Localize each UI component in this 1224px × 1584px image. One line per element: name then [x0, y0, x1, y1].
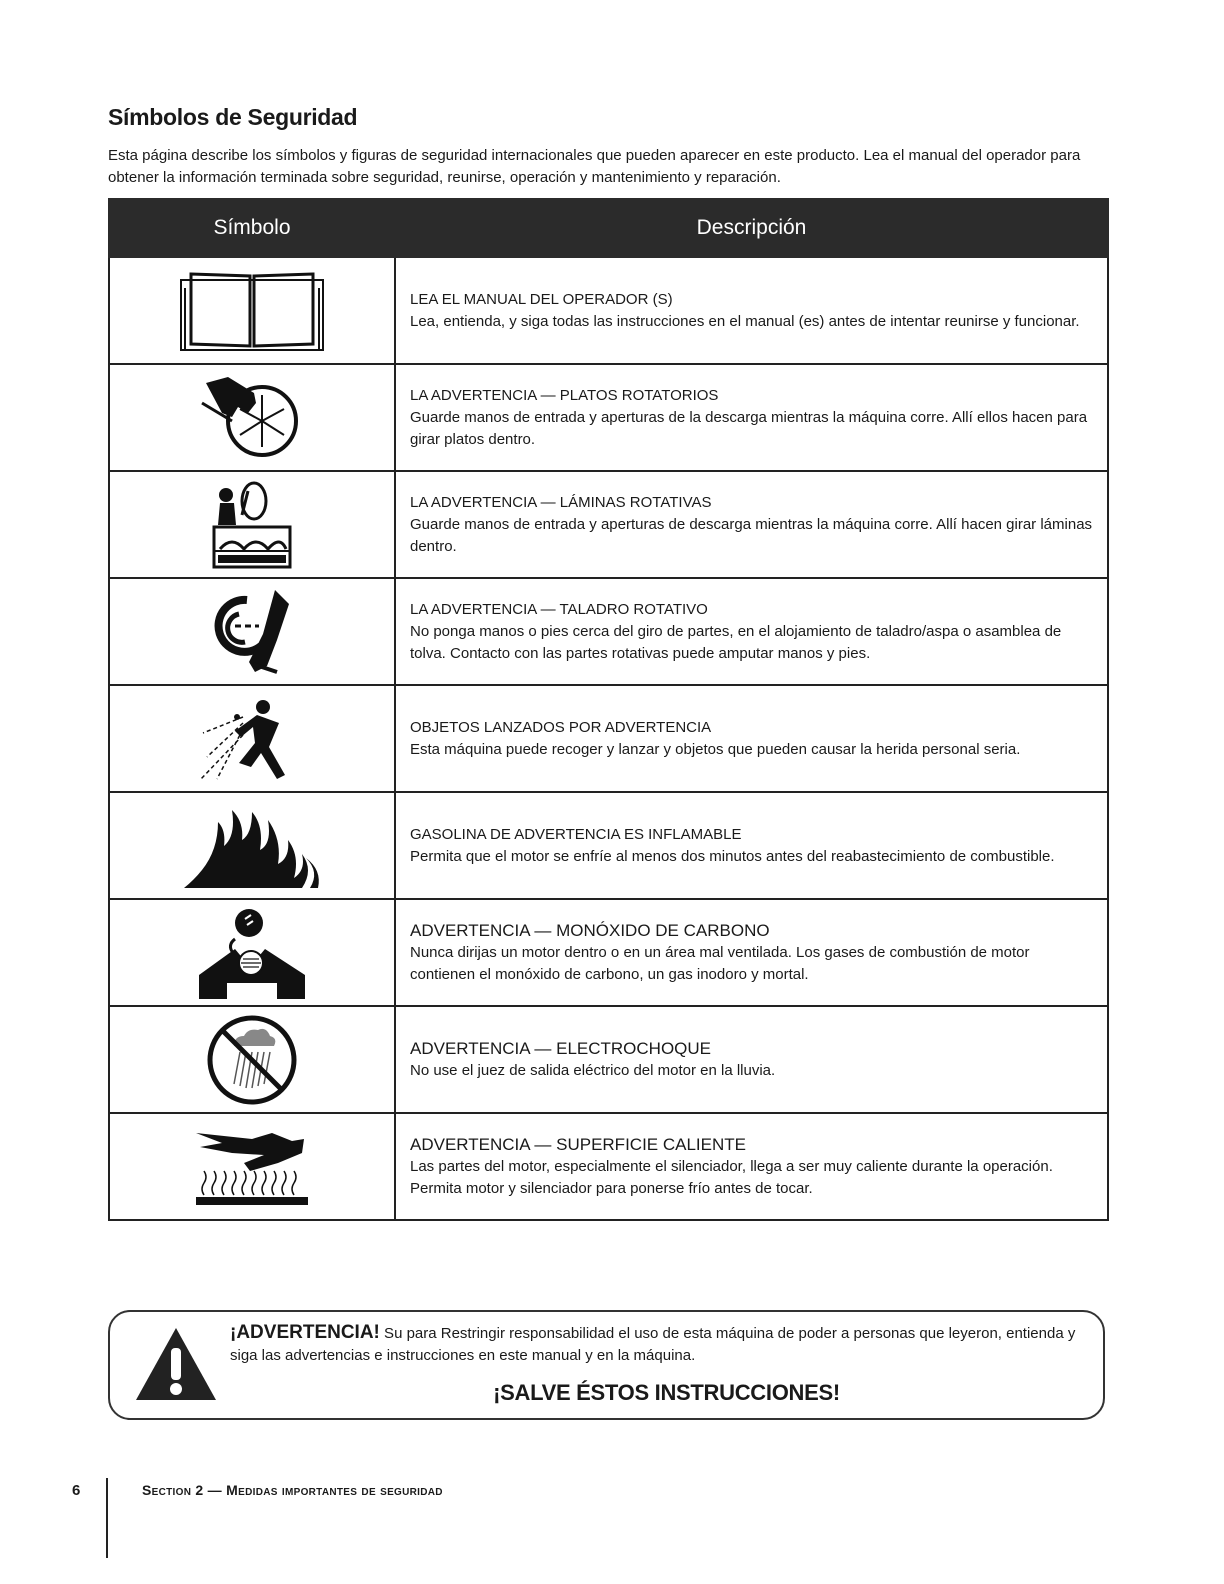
save-instructions-heading: ¡SALVE ÉSTOS INSTRUCCIONES! [493, 1380, 840, 1405]
table-row [109, 471, 1108, 578]
description-cell [395, 471, 1108, 578]
row-title: LA ADVERTENCIA — LÁMINAS ROTATIVAS [410, 493, 712, 511]
description-cell [395, 685, 1108, 792]
symbol-cell [109, 257, 395, 364]
hot-surface-icon [192, 1125, 312, 1209]
warning-label: ¡ADVERTENCIA! [230, 1322, 380, 1343]
row-title: ADVERTENCIA — SUPERFICIE CALIENTE [410, 1134, 746, 1154]
symbol-cell [109, 471, 395, 578]
row-title: LEA EL MANUAL DEL OPERADOR (S) [410, 290, 673, 308]
section-title: Section 2 — Medidas importantes de seguridad [142, 1482, 443, 1498]
symbol-cell [109, 364, 395, 471]
row-title: GASOLINA DE ADVERTENCIA ES INFLAMABLE [410, 825, 742, 843]
table-row [109, 1113, 1108, 1220]
row-text: Esta máquina puede recoger y lanzar y objetos que pueden causar la herida personal seria. [410, 740, 1021, 758]
row-title: LA ADVERTENCIA — PLATOS ROTATORIOS [410, 386, 719, 404]
symbol-column-header: Símbolo [109, 199, 395, 257]
description-cell [395, 364, 1108, 471]
row-title: LA ADVERTENCIA — TALADRO ROTATIVO [410, 600, 708, 618]
safety-symbols-table [108, 198, 1109, 1221]
table-header-row [109, 199, 1108, 257]
symbol-cell [109, 899, 395, 1006]
symbol-cell [109, 792, 395, 899]
thrown-objects-icon [197, 693, 307, 785]
table-row [109, 364, 1108, 471]
row-title: ADVERTENCIA — ELECTROCHOQUE [410, 1038, 712, 1058]
symbol-cell [109, 578, 395, 685]
page-footer [60, 1478, 760, 1558]
read-manual-icon [177, 266, 327, 356]
table-row [109, 257, 1108, 364]
footer-divider [106, 1478, 108, 1558]
description-cell [395, 792, 1108, 899]
description-cell [395, 899, 1108, 1006]
warning-box [108, 1310, 1105, 1420]
intro-paragraph: Esta página describe los símbolos y figuras de seguridad internacionales que pueden aparecer en este producto. Lea el manual del operador para obtener la información terminada sobre seguridad, reunirse, operación y mantenimiento y reparación. [108, 147, 1081, 186]
rotating-blades-icon [212, 479, 292, 571]
row-text: No ponga manos o pies cerca del giro de partes, en el alojamiento de taladro/aspa o asamblea de tolva. Contacto con las partes rotativas puede amputar manos y pies. [410, 622, 1062, 662]
table-row [109, 1006, 1108, 1113]
description-cell [395, 1006, 1108, 1113]
description-cell [395, 1113, 1108, 1220]
row-text: No use el juez de salida eléctrico del motor en la lluvia. [410, 1061, 776, 1079]
page-number: 6 [72, 1482, 81, 1499]
symbol-cell [109, 685, 395, 792]
symbol-cell [109, 1006, 395, 1113]
row-text: Guarde manos de entrada y aperturas de descarga mientras la máquina corre. Allí hacen girar láminas dentro. [410, 515, 1093, 555]
description-cell [395, 257, 1108, 364]
table-row [109, 685, 1108, 792]
table-row [109, 578, 1108, 685]
page-title: Símbolos de Seguridad [108, 104, 358, 130]
symbol-cell [109, 1113, 395, 1220]
row-text: Las partes del motor, especialmente el silenciador, llega a ser muy caliente durante la operación. Permita motor y silenciador para ponerse frío antes de tocar. [410, 1157, 1053, 1197]
row-text: Permita que el motor se enfríe al menos dos minutos antes del reabastecimiento de combustible. [410, 847, 1055, 865]
row-text: Guarde manos de entrada y aperturas de la descarga mientras la máquina corre. Allí ellos hacen para girar platos dentro. [410, 408, 1088, 448]
description-column-header: Descripción [395, 199, 1108, 257]
warning-body: Su para Restringir responsabilidad el uso de esta máquina de poder a personas que leyeron, entienda y siga las advertencias e instrucciones en este manual y en la máquina. [230, 1325, 1076, 1364]
no-rain-electric-icon [204, 1012, 300, 1108]
row-title: OBJETOS LANZADOS POR ADVERTENCIA [410, 718, 712, 736]
flammable-fire-icon [182, 800, 322, 892]
row-text: Nunca dirijas un motor dentro o en un área mal ventilada. Los gases de combustión de motor contienen el monóxido de carbono, un gas inodoro y mortal. [410, 943, 1030, 983]
rotating-impeller-icon [192, 373, 312, 463]
row-text: Lea, entienda, y siga todas las instrucciones en el manual (es) antes de intentar reunirse y funcionar. [410, 312, 1080, 330]
table-row [109, 792, 1108, 899]
row-title: ADVERTENCIA — MONÓXIDO DE CARBONO [410, 920, 770, 940]
description-cell [395, 578, 1108, 685]
table-row [109, 899, 1108, 1006]
rotating-auger-icon [197, 586, 307, 678]
carbon-monoxide-icon [197, 905, 307, 1001]
warning-text-block [230, 1322, 1080, 1367]
